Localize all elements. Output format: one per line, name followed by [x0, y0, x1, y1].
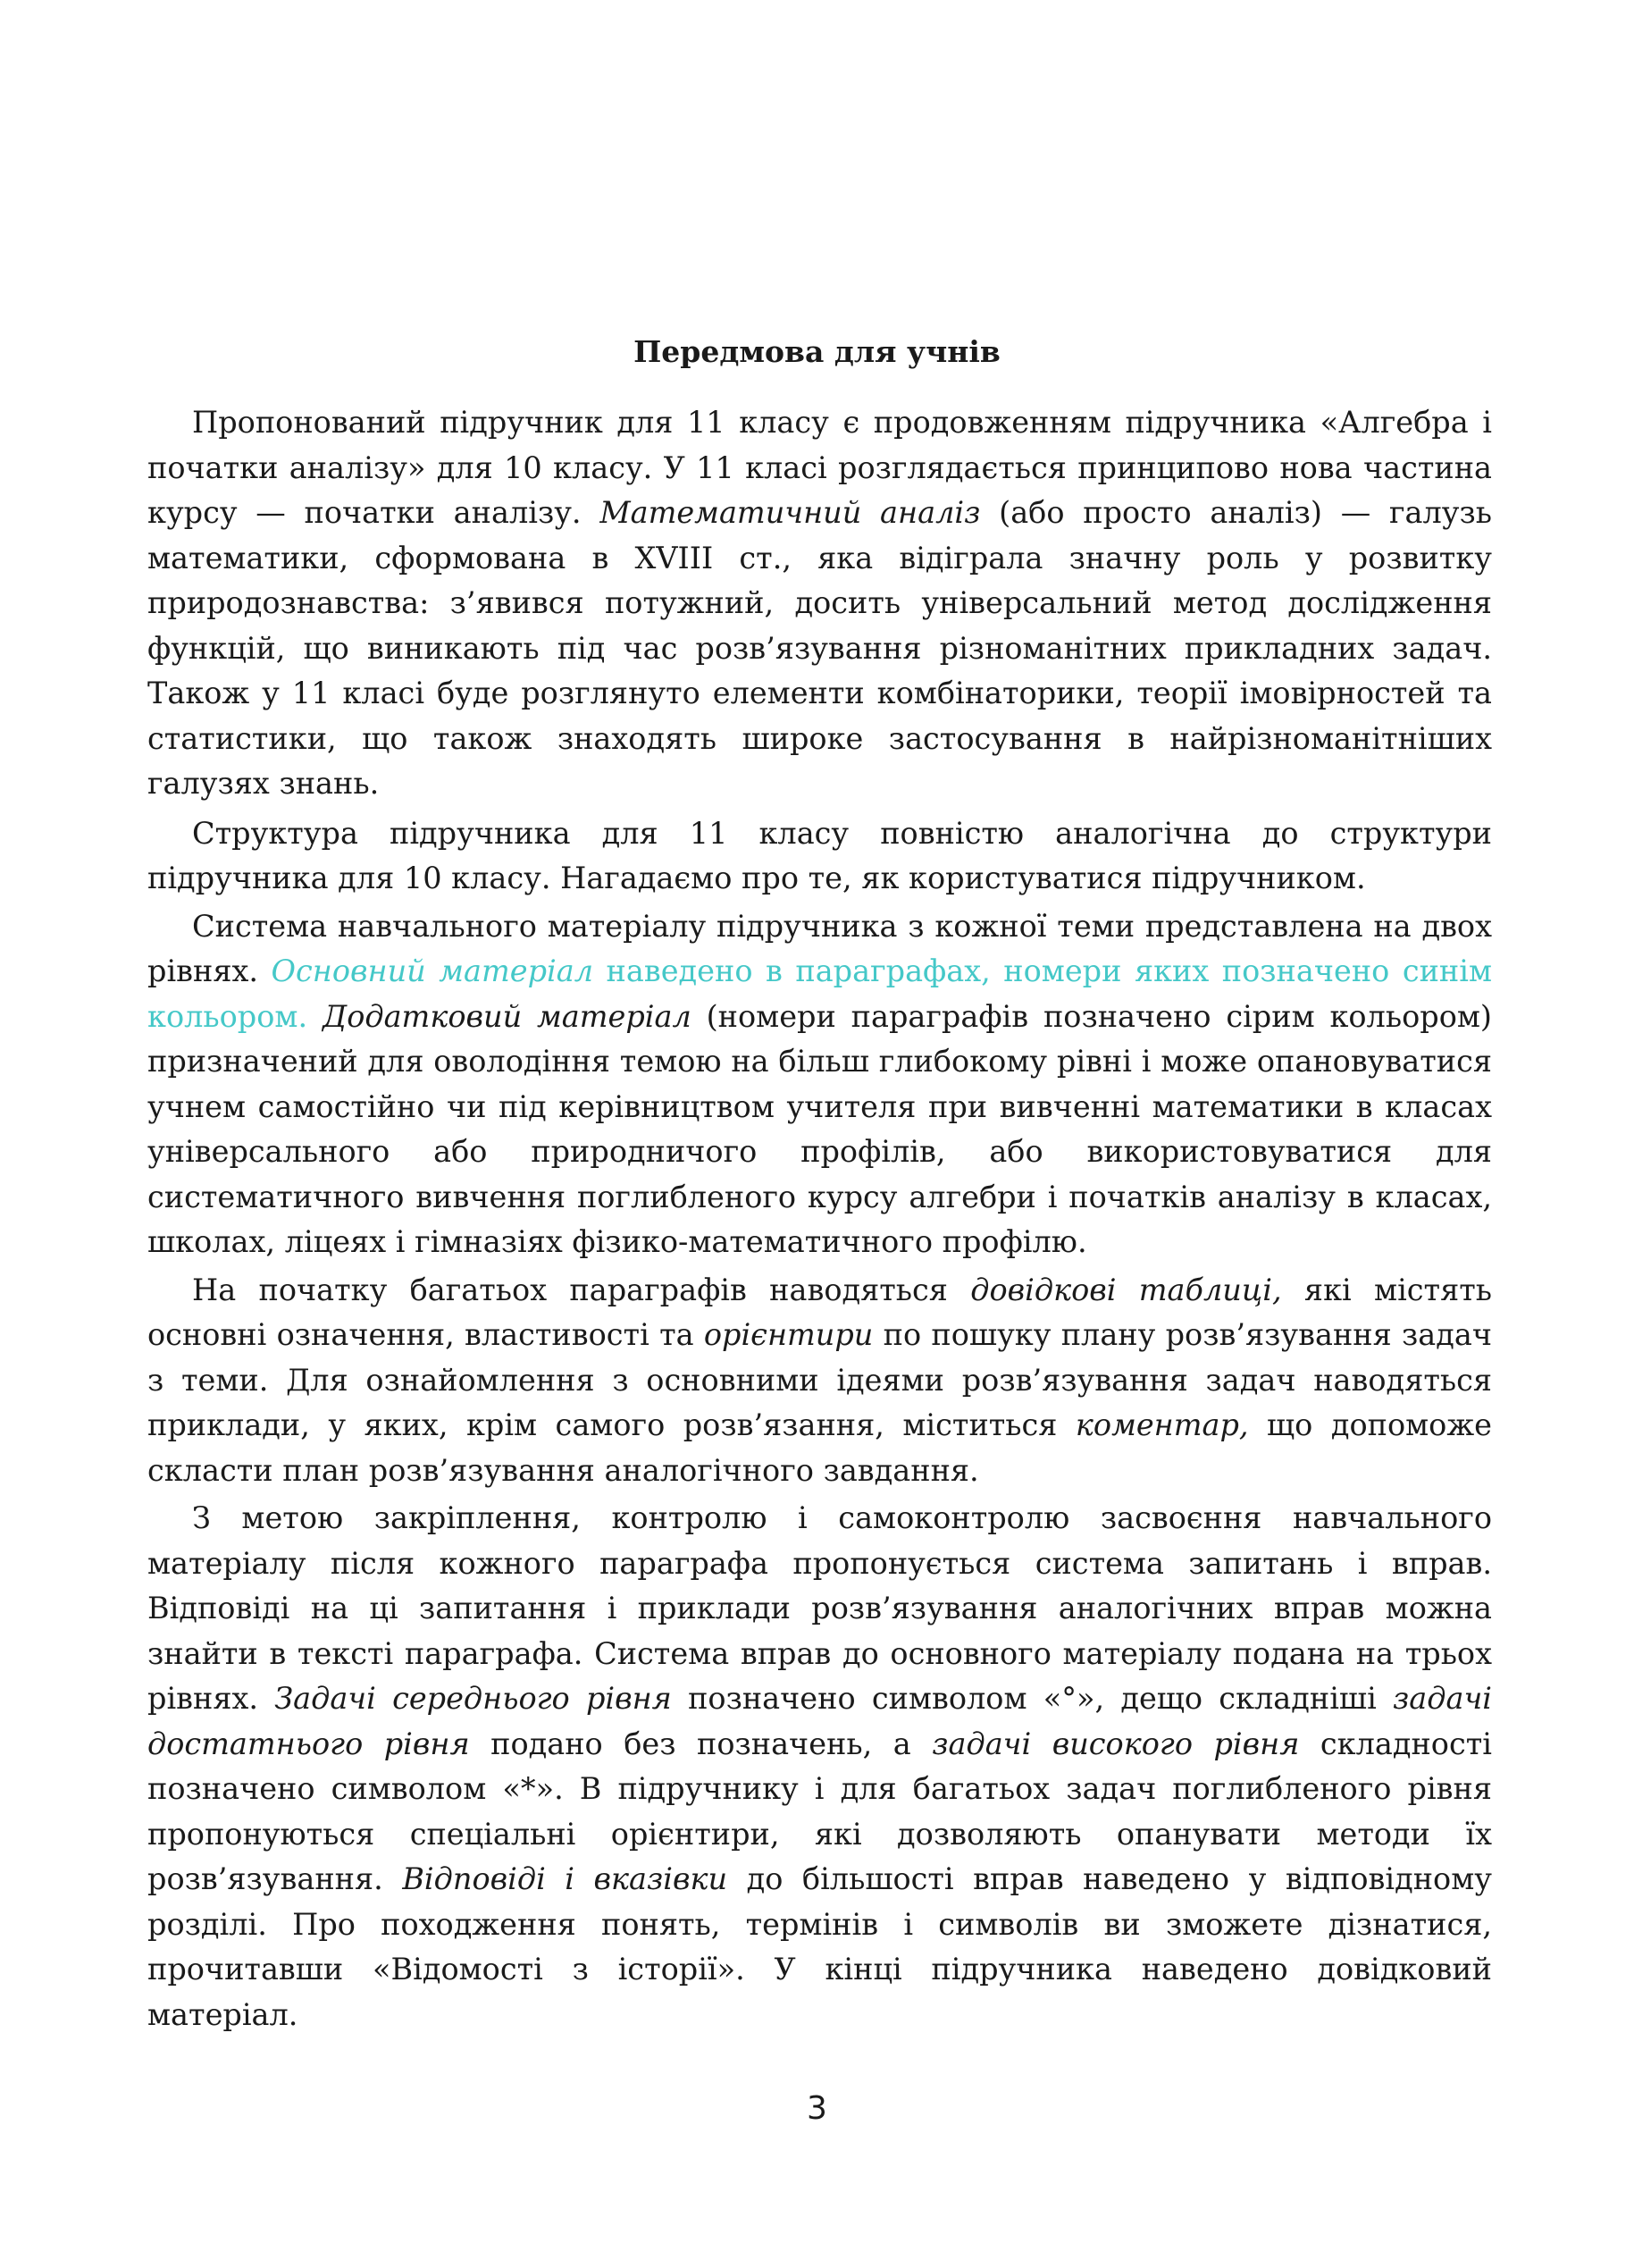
text-run: до більшості вправ наведено у відповідному розділі. Про походження понять, термінів і символів ви зможете дізнатися, прочитавши «Відомості з історії». У кінці підручника наведено довідковий матеріал. — [147, 1861, 1492, 2032]
italic-text-run: довідкові таблиці, — [970, 1272, 1282, 1307]
page-number: 3 — [807, 2090, 827, 2127]
text-run: які містять основні означення, властивості та — [147, 1272, 1492, 1352]
text-run: Пропонований підручник для 11 класу є продовженням підручника «Алгебра і початки аналізу» для 10 класу. У 11 класі розглядається принципово нова частина курсу — початки аналізу. — [147, 405, 1492, 530]
paragraph-intro — [147, 400, 1492, 807]
text-run: подано без позначень, а — [469, 1726, 933, 1761]
text-run: Структура підручника для 11 класу повністю аналогічна до структури підручника для 10 класу. Нагадаємо про те, як користуватися підручником. — [147, 815, 1492, 895]
page-title: Передмова для учнів — [633, 334, 1001, 369]
text-run — [307, 999, 323, 1034]
text-run: що допоможе скласти план розв’язування аналогічного завдання. — [147, 1407, 1492, 1488]
text-run: На початку багатьох параграфів наводяться — [192, 1272, 971, 1307]
text-run: Система навчального матеріалу підручника з кожної теми представлена на двох рівнях. — [147, 908, 1492, 988]
text-run: складності позначено символом «*». В підручнику і для багатьох задач поглибленого рівня пропонуються спеціальні орієнтири, які дозволяють опанувати методи їх розв’язування. — [147, 1726, 1492, 1896]
paragraph-structure — [147, 811, 1492, 902]
body-text — [147, 400, 1492, 2037]
italic-text-run: задачі достатнього рівня — [147, 1681, 1493, 1761]
accent-text-run: наведено в параграфах, номери яких позначено синім кольором. — [147, 953, 1493, 1034]
italic-text-run: орієнтири — [703, 1317, 874, 1352]
text-run: З метою закріплення, контролю і самоконтролю засвоєння навчального матеріалу після кожного параграфа пропонується система запитань і вправ. Відповіді на ці запитання і приклади розв’язування аналогічних вправ можна знайти в тексті параграфа. Система вправ до основного матеріалу подана на трьох рівнях. — [147, 1500, 1492, 1716]
paragraph-exercises — [147, 1496, 1492, 2037]
italic-text-run: коментар, — [1075, 1407, 1249, 1442]
text-run: (номери параграфів позначено сірим кольором) призначений для оволодіння темою на більш глибокому рівні і може опановуватися учнем самостійно чи під керівництвом учителя при вивченні математики в класах універсального або природничого профілів, або використовуватися для систематичного вивчення поглибленого курсу алгебри і початків аналізу в класах, школах, ліцеях і гімназіях фізико-математичного профілю. — [147, 998, 1492, 1259]
accent-text-run: Основний матеріал — [271, 953, 594, 988]
text-run: (або просто аналіз) — галузь математики, сформована в XVIII ст., яка відіграла значну роль у розвитку природознавства: з’явився потужний, досить універсальний метод дослідження функцій, що виникають під час розв’язування різноманітних прикладних задач. Також у 11 класі буде розглянуто елементи комбінаторики, теорії імовірностей та статистики, що також знаходять широке застосування в найрізноманітніших галузях знань. — [147, 495, 1492, 801]
italic-text-run: Відповіді і вказівки — [402, 1861, 728, 1896]
italic-text-run: задачі високого рівня — [932, 1726, 1300, 1761]
text-run: позначено символом «°», дещо складніші — [671, 1681, 1394, 1716]
paragraph-tables — [147, 1268, 1492, 1494]
italic-text-run: Задачі середнього рівня — [274, 1681, 672, 1716]
italic-text-run: Додатковий матеріал — [322, 998, 691, 1034]
italic-text-run: Математичний аналіз — [599, 495, 981, 530]
text-run: по пошуку плану розв’язування задач з теми. Для ознайомлення з основними ідеями розв’язування задач наводяться приклади, у яких, крім самого розв’язання, міститься — [147, 1317, 1492, 1442]
paragraph-levels — [147, 904, 1492, 1265]
